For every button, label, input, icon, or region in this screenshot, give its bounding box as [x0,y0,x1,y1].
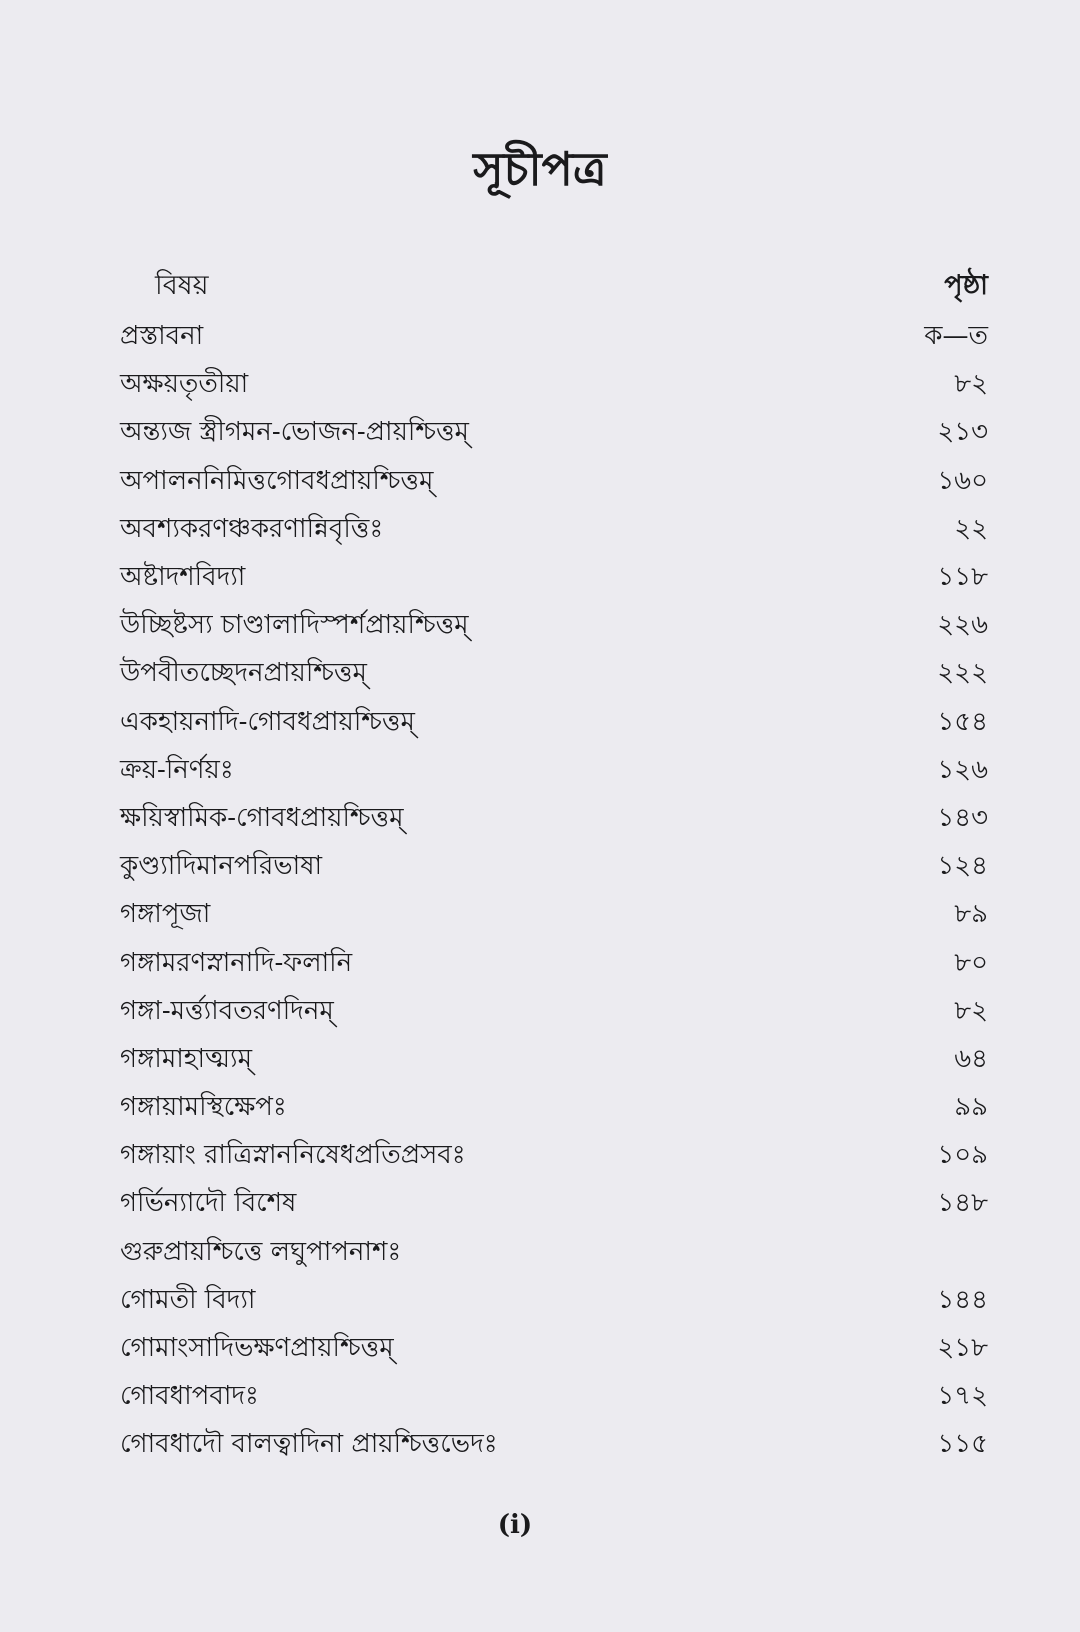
toc-entry [120,891,988,939]
toc-page: ৮৯ [954,899,988,930]
toc-subject: উপবীতচ্ছেদনপ্রায়শ্চিত্তম্ [120,658,367,689]
toc-subject: গঙ্গাপূজা [120,899,211,930]
toc-page: ১১৮ [937,562,988,593]
toc-page: ১৫৪ [937,706,988,737]
toc-subject: গঙ্গামাহাত্ম্যম্ [120,1043,253,1074]
toc-subject: অক্ষয়তৃতীয়া [120,369,249,400]
toc-entry [120,1180,988,1228]
toc-entry [120,602,988,650]
toc-entry [120,795,988,843]
toc-subject: গোমতী বিদ্যা [120,1284,256,1315]
toc-page: ২২৬ [937,610,988,641]
toc-subject: অবশ্যকরণঞ্চকরণান্নিবৃত্তিঃ [120,513,384,544]
toc-subject: অন্ত্যজ স্ত্রীগমন-ভোজন-প্রায়শ্চিত্তম্ [120,417,469,448]
toc-subject: ক্ষয়িস্বামিক-গোবধপ্রায়শ্চিত্তম্ [120,802,404,833]
toc-page: ১০৯ [937,1140,988,1171]
toc-page: ১৪৪ [937,1284,988,1315]
toc-entry [120,458,988,506]
toc-entry [120,1277,988,1325]
toc-page: ৮২ [954,369,988,400]
toc-subject: গর্ভিন্যাদৌ বিশেষ [120,1188,297,1219]
contents-list [120,313,988,1470]
toc-entry [120,506,988,554]
toc-subject: গোমাংসাদিভক্ষণপ্রায়শ্চিত্তম্ [120,1333,394,1364]
toc-entry [120,1132,988,1180]
page-number: (i) [497,1510,533,1540]
toc-subject: ক্রয়-নির্ণয়ঃ [120,754,234,785]
toc-page: ২২ [954,513,988,544]
toc-subject: একহায়নাদি-গোবধপ্রায়শ্চিত্তম্ [120,706,415,737]
toc-subject: অষ্টাদশবিদ্যা [120,562,246,593]
toc-page: ৬৪ [954,1043,988,1074]
toc-entry [120,1373,988,1421]
column-header-page: পৃষ্ঠা [944,270,988,301]
toc-entry [120,554,988,602]
toc-subject: গোবধাদৌ বালত্বাদিনা প্রায়শ্চিত্তভেদঃ [120,1429,498,1460]
toc-subject: গঙ্গায়াং রাত্রিস্নাননিষেধপ্রতিপ্রসবঃ [120,1140,466,1171]
toc-subject: গুরুপ্রায়শ্চিত্তে লঘুপাপনাশঃ [120,1236,402,1267]
toc-page: ২২২ [937,658,988,689]
toc-entry [120,988,988,1036]
toc-subject: প্রস্তাবনা [120,321,204,352]
page-title: সূচীপত্র [473,142,607,196]
toc-subject: কুণ্ড্যাদিমানপরিভাষা [120,851,323,882]
toc-page: ১৭২ [937,1381,988,1412]
toc-page: ১৬০ [937,465,988,496]
toc-page: ১২৪ [937,851,988,882]
toc-page: ৮০ [954,947,988,978]
toc-entry [120,361,988,409]
toc-entry [120,1036,988,1084]
toc-page: ১২৬ [937,754,988,785]
toc-entry [120,699,988,747]
toc-page: ১৪৩ [937,802,988,833]
toc-page: ১১৫ [937,1429,988,1460]
toc-subject: গঙ্গা-মর্ত্ত্যাবতরণদিনম্ [120,995,334,1026]
toc-entry [120,1421,988,1469]
column-header-subject: বিষয় [155,270,209,301]
toc-subject: গঙ্গামরণস্নানাদি-ফলানি [120,947,353,978]
toc-entry [120,1229,988,1277]
toc-page: ক—ত [924,321,988,352]
toc-page: ৯৯ [954,1092,988,1123]
toc-page: ১৪৮ [937,1188,988,1219]
toc-entry [120,747,988,795]
toc-entry [120,313,988,361]
toc-subject: অপালননিমিত্তগোবধপ্রায়শ্চিত্তম্ [120,465,434,496]
toc-entry [120,409,988,457]
toc-entry [120,843,988,891]
toc-subject: গঙ্গায়ামস্থিক্ষেপঃ [120,1092,287,1123]
toc-entry [120,1084,988,1132]
toc-entry [120,1325,988,1373]
toc-page: ২১৮ [937,1333,988,1364]
toc-entry [120,650,988,698]
toc-page: ২১৩ [937,417,988,448]
toc-page: ৮২ [954,995,988,1026]
toc-subject: গোবধাপবাদঃ [120,1381,259,1412]
toc-entry [120,939,988,987]
toc-subject: উচ্ছিষ্টস্য চাণ্ডালাদিস্পর্শপ্রায়শ্চিত্তম্ [120,610,469,641]
